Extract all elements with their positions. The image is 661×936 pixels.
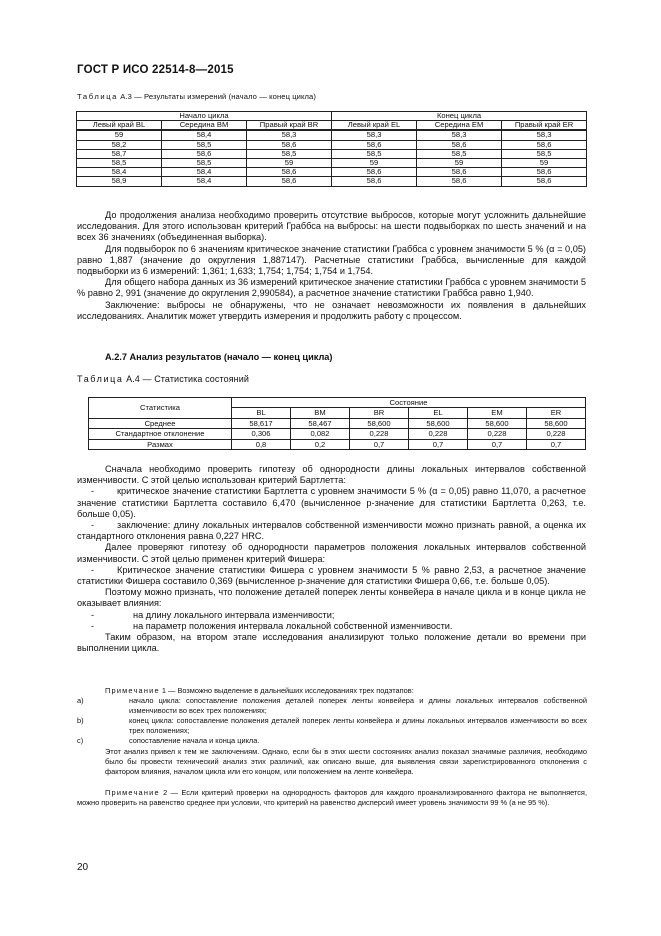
table-cell: 58,3 bbox=[417, 130, 502, 140]
table-cell: 0,228 bbox=[350, 429, 409, 439]
table-cell: 58,4 bbox=[162, 177, 247, 186]
table-cell: 58,600 bbox=[409, 418, 468, 428]
list-item bbox=[77, 486, 586, 520]
document-header: ГОСТ Р ИСО 22514-8—2015 bbox=[77, 64, 234, 76]
table-cell: 59 bbox=[332, 159, 417, 168]
table-cell: 58,467 bbox=[291, 418, 350, 428]
table-cell: 58,7 bbox=[77, 149, 162, 158]
table-cell: 58,5 bbox=[332, 149, 417, 158]
table-cell: 58,3 bbox=[332, 130, 417, 140]
table-a3 bbox=[76, 111, 587, 187]
table-row bbox=[77, 149, 587, 158]
table-cell: 58,6 bbox=[332, 140, 417, 149]
table-cell: 0,8 bbox=[232, 439, 291, 449]
table-cell: 58,6 bbox=[502, 140, 587, 149]
table-cell: 58,6 bbox=[162, 149, 247, 158]
list-item-text: на параметр положения интервала локальной собственной изменчивости. bbox=[133, 620, 453, 631]
table-a4-group-header: Состояние bbox=[232, 398, 586, 408]
note-item-b bbox=[77, 716, 587, 736]
table-a4-col-header: EL bbox=[409, 408, 468, 418]
list-item bbox=[77, 565, 586, 587]
table-cell: 58,6 bbox=[417, 177, 502, 186]
table-cell: 58,6 bbox=[247, 168, 332, 177]
note-item-label: b) bbox=[77, 716, 84, 726]
list-dash: - bbox=[91, 520, 95, 531]
table-cell: 0,7 bbox=[527, 439, 586, 449]
note-item-text: начало цикла: сопоставление положения деталей поперек ленты конвейера и длины локальных интервалов собственной изменчивости во всех трех положениях; bbox=[129, 696, 587, 716]
table-cell: 58,6 bbox=[502, 177, 587, 186]
table-row bbox=[89, 439, 586, 449]
note-1 bbox=[77, 686, 587, 777]
table-cell: 58,5 bbox=[162, 140, 247, 149]
note-item-label: с) bbox=[77, 736, 84, 746]
table-cell: 58,6 bbox=[417, 140, 502, 149]
table-a3-caption bbox=[77, 92, 316, 101]
note-2-body bbox=[77, 788, 587, 808]
page-number: 20 bbox=[77, 862, 89, 873]
paragraph: Для подвыборок по 6 значениям критическое значение статистики Граббса с уровнем значимости 5 % (α = 0,05) равно 1,887 (значение до округления 1,887147). Расчетные статистики Граббса, вычисленные для каждой подвыборки из 6 измерений: 1,361; 1,633; 1,754; 1,754; 1,754 и 1,754. bbox=[77, 243, 586, 277]
table-row bbox=[77, 177, 587, 186]
table-cell: 0,7 bbox=[350, 439, 409, 449]
table-cell: 58,5 bbox=[77, 159, 162, 168]
paragraph: Таким образом, на втором этапе исследования анализируют только положение детали во времени при выполнении цикла. bbox=[77, 632, 586, 654]
table-cell: 0,228 bbox=[527, 429, 586, 439]
paragraph: Для общего набора данных из 36 измерений критическое значение статистики Граббса с уровнем значимости 5 % равно 2, 991 (значение до округления 2,990584), а расчетное значение статистики Граббса равно 1,940. bbox=[77, 277, 586, 299]
list-item bbox=[77, 621, 586, 632]
paragraph: Далее проверяют гипотезу об однородности параметров положения локальных интервалов собственной изменчивости. С этой целью применен критерий Фишера: bbox=[77, 542, 586, 564]
note-1-prefix: Примечание bbox=[105, 686, 160, 695]
note-2-text: 2 — Если критерий проверки на однородность факторов для каждого проанализированного фактора не выполняется, можно проверить на равенство среднее при условии, что критерий на равенство дисперсий имеет уровень значимости 99 % (а не 95 %). bbox=[77, 788, 587, 808]
list-item-text: критическое значение статистики Бартлетта с уровнем значимости 5 % (α = 0,05) равно 11,070, а расчетное значение статистики Бартлетта составило 6,470 (вычисленное р-значение для статистики Бартлетта 0,263, т.е. больше 0,05). bbox=[77, 486, 586, 519]
table-cell: 58,5 bbox=[247, 149, 332, 158]
table-a3-col-header: Левый край BL bbox=[77, 121, 162, 131]
table-a3-col-header: Правый край ER bbox=[502, 121, 587, 131]
table-row bbox=[89, 429, 586, 439]
table-cell: 58,6 bbox=[332, 168, 417, 177]
table-row bbox=[77, 159, 587, 168]
paragraph: Заключение: выбросы не обнаружены, что не означает невозможности их появления в дальнейших исследованиях. Аналитик может утвердить измерения и продолжить работу с процессом. bbox=[77, 299, 586, 321]
list-item-text: Критическое значение статистики Фишера с уровнем значимости 5 % равно 2,53, а расчетное значение статистики Фишера составило 0,369 (вычисленное р-значение для статистики Фишера 0,66, т.е. больше 0,05). bbox=[77, 564, 586, 587]
table-a4-col-header: ER bbox=[527, 408, 586, 418]
table-cell: 58,3 bbox=[247, 130, 332, 140]
table-a4 bbox=[88, 397, 586, 450]
table-cell: 58,5 bbox=[417, 149, 502, 158]
table-cell: 58,6 bbox=[247, 140, 332, 149]
table-cell: 0,228 bbox=[468, 429, 527, 439]
section-heading: А.2.7 Анализ результатов (начало — конец цикла) bbox=[105, 352, 333, 362]
table-a4-caption-rest: А.4 — Статистика состояний bbox=[123, 374, 250, 384]
table-cell: 58,600 bbox=[468, 418, 527, 428]
table-a3-col-header: Левый край EL bbox=[332, 121, 417, 131]
table-a4-stat-header: Статистика bbox=[89, 398, 232, 419]
table-cell: 0,2 bbox=[291, 439, 350, 449]
table-cell: 58,4 bbox=[77, 168, 162, 177]
table-a3-header-row bbox=[77, 121, 587, 131]
table-cell: 59 bbox=[417, 159, 502, 168]
table-cell: 0,082 bbox=[291, 429, 350, 439]
table-cell: 58,2 bbox=[77, 140, 162, 149]
table-cell: 0,306 bbox=[232, 429, 291, 439]
body-text-1 bbox=[77, 210, 586, 322]
list-dash: - bbox=[91, 564, 95, 575]
table-cell: 58,6 bbox=[247, 177, 332, 186]
note-item-label: а) bbox=[77, 696, 84, 706]
table-cell: 58,6 bbox=[417, 168, 502, 177]
table-cell: 0,228 bbox=[409, 429, 468, 439]
note-1-text: 1 — Возможно выделение в дальнейших исследованиях трех подэтапов: bbox=[159, 686, 414, 695]
list-item bbox=[77, 610, 586, 621]
table-a4-col-header: BM bbox=[291, 408, 350, 418]
table-a3-group-row bbox=[77, 112, 587, 121]
table-cell: 0,7 bbox=[468, 439, 527, 449]
table-cell: 58,4 bbox=[162, 130, 247, 140]
paragraph: Поэтому можно признать, что положение деталей поперек ленты конвейера в начале цикла и в конце цикла не оказывает влияния: bbox=[77, 587, 586, 609]
table-row bbox=[77, 140, 587, 149]
table-cell: 59 bbox=[502, 159, 587, 168]
table-a4-group-row bbox=[89, 398, 586, 408]
table-cell: 58,6 bbox=[332, 177, 417, 186]
table-a3-caption-rest: А.3 — Результаты измерений (начало — конец цикла) bbox=[117, 92, 317, 101]
table-cell: 58,3 bbox=[502, 130, 587, 140]
table-cell: 58,600 bbox=[527, 418, 586, 428]
row-label: Стандартное отклонение bbox=[89, 429, 232, 439]
body-text-2 bbox=[77, 464, 586, 654]
list-dash: - bbox=[91, 609, 95, 620]
table-cell: 58,5 bbox=[162, 159, 247, 168]
paragraph: До продолжения анализа необходимо проверить отсутствие выбросов, которые могут усложнить дальнейшие исследования. Для этого использован критерий Граббса на выбросы: на шести подвыборках по шесть значений и на всех 36 значениях (объединенная выборка). bbox=[77, 210, 586, 243]
note-item-text: конец цикла: сопоставление положения деталей поперек ленты конвейера и длины локальных интервалов изменчивости во всех трех положениях; bbox=[129, 716, 587, 736]
row-label: Среднее bbox=[89, 418, 232, 428]
note-2 bbox=[77, 788, 587, 808]
table-row bbox=[77, 168, 587, 177]
row-label: Размах bbox=[89, 439, 232, 449]
note-2-prefix: Примечание bbox=[105, 788, 160, 797]
table-a4-caption bbox=[77, 374, 249, 384]
table-a4-col-header: BL bbox=[232, 408, 291, 418]
table-row bbox=[77, 130, 587, 140]
table-cell: 59 bbox=[247, 159, 332, 168]
note-item-text: сопоставление начала и конца цикла. bbox=[129, 736, 260, 746]
table-a4-col-header: BR bbox=[350, 408, 409, 418]
table-a3-caption-prefix: Таблица bbox=[77, 92, 118, 101]
list-dash: - bbox=[91, 620, 95, 631]
table-cell: 58,5 bbox=[502, 149, 587, 158]
table-a3-col-header: Правый край BR bbox=[247, 121, 332, 131]
table-a3-col-header: Середина BM bbox=[162, 121, 247, 131]
table-cell: 58,6 bbox=[502, 168, 587, 177]
note-item-c bbox=[77, 736, 587, 746]
table-row bbox=[89, 418, 586, 428]
table-a3-group-end: Конец цикла bbox=[332, 112, 587, 121]
list-dash: - bbox=[91, 486, 95, 497]
list-item bbox=[77, 520, 586, 542]
table-a3-col-header: Середина EM bbox=[417, 121, 502, 131]
table-cell: 58,4 bbox=[162, 168, 247, 177]
table-a4-col-header: EM bbox=[468, 408, 527, 418]
table-cell: 59 bbox=[77, 130, 162, 140]
table-a4-caption-prefix: Таблица bbox=[77, 374, 124, 384]
table-a3-group-start: Начало цикла bbox=[77, 112, 332, 121]
note-item-a bbox=[77, 696, 587, 716]
table-cell: 58,600 bbox=[350, 418, 409, 428]
table-cell: 58,9 bbox=[77, 177, 162, 186]
note-1-title bbox=[105, 686, 587, 696]
list-item-text: заключение: длину локальных интервалов собственной изменчивости можно признать равной, а оценка их стандартного отклонения равна 0,227 HRC. bbox=[77, 520, 586, 542]
list-item-text: на длину локального интервала изменчивости; bbox=[133, 609, 335, 620]
table-cell: 58,617 bbox=[232, 418, 291, 428]
note-extra: Этот анализ привел к тем же заключениям. Однако, если бы в этих шести состояниях анализ показал значимые различия, необходимо было бы провести технический анализ этих различий, как описано выше, для выявления связи зарегистрированного отклонения с фактором влияния, началом цикла или его концом, или положением на ленте конвейера. bbox=[105, 746, 587, 776]
paragraph: Сначала необходимо проверить гипотезу об однородности длины локальных интервалов собственной изменчивости. С этой целью использован критерий Бартлетта: bbox=[77, 464, 586, 486]
table-cell: 0,7 bbox=[409, 439, 468, 449]
